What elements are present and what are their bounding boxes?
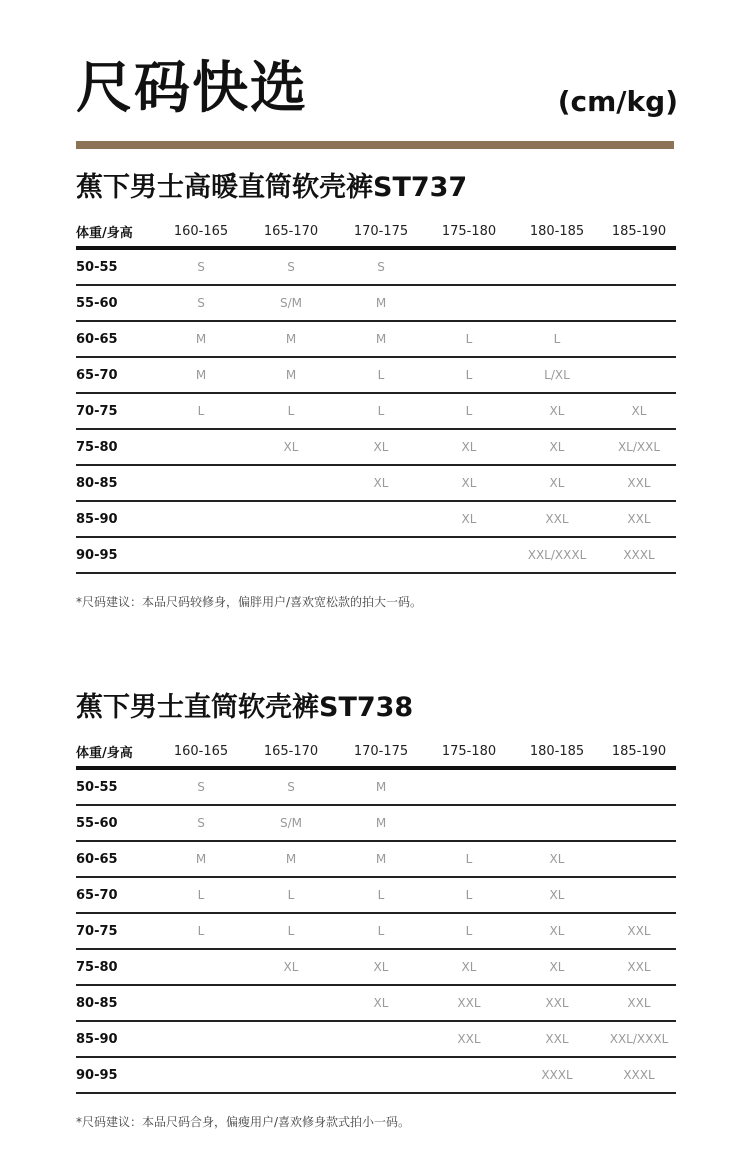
table-row: [76, 501, 676, 537]
size-cell: L: [465, 404, 473, 418]
weight-cell: 70-75: [76, 923, 118, 939]
table-row: [76, 357, 676, 393]
header-height: 185-190: [611, 223, 667, 239]
size-cell: [156, 1021, 246, 1057]
header-height: 175-180: [441, 223, 497, 239]
size-cell: S: [197, 816, 205, 830]
table-row: [76, 393, 676, 429]
size-cell: XL: [631, 404, 647, 418]
size-cell: [246, 1057, 336, 1093]
size-cell: L: [465, 888, 473, 902]
size-cell: M: [195, 332, 207, 346]
size-cell: XL: [373, 996, 389, 1010]
weight-cell: 80-85: [76, 995, 118, 1011]
size-cell: [156, 429, 246, 465]
size-cell: M: [375, 332, 387, 346]
table-body: [76, 768, 676, 1093]
size-cell: [426, 805, 512, 841]
size-cell: [156, 1057, 246, 1093]
table-row: [76, 985, 676, 1021]
size-cell: M: [195, 368, 207, 382]
weight-cell: 55-60: [76, 295, 118, 311]
weight-cell: 70-75: [76, 403, 118, 419]
header-height: 160-165: [173, 743, 229, 759]
weight-cell: 90-95: [76, 547, 118, 563]
table-row: [76, 537, 676, 573]
size-cell: S: [287, 260, 295, 274]
weight-cell: 50-55: [76, 779, 118, 795]
size-cell: M: [285, 368, 297, 382]
size-note: *尺码建议：本品尺码较修身，偏胖用户/喜欢宽松款的拍大一码。: [76, 595, 423, 609]
size-cell: XXL: [627, 924, 651, 938]
size-cell: L: [465, 368, 473, 382]
size-cell: XL: [283, 960, 299, 974]
table-row: [76, 805, 676, 841]
size-cell: XL: [549, 476, 565, 490]
size-cell: [426, 537, 512, 573]
table-row: [76, 321, 676, 357]
size-cell: XXXL: [541, 1068, 573, 1082]
size-cell: M: [285, 852, 297, 866]
size-cell: S/M: [279, 816, 302, 830]
size-cell: S: [197, 296, 205, 310]
size-cell: [246, 1021, 336, 1057]
size-cell: XL/XXL: [617, 440, 661, 454]
size-cell: [156, 501, 246, 537]
size-cell: [512, 805, 602, 841]
size-cell: [602, 768, 676, 805]
size-cell: XXL: [627, 996, 651, 1010]
size-cell: L: [377, 888, 385, 902]
size-cell: L: [465, 924, 473, 938]
table-row: [76, 429, 676, 465]
size-cell: XL: [549, 960, 565, 974]
size-cell: S: [197, 780, 205, 794]
section-title: 蕉下男士高暖直筒软壳裤ST737: [76, 172, 468, 203]
table-row: [76, 949, 676, 985]
weight-cell: 65-70: [76, 887, 118, 903]
size-cell: [156, 985, 246, 1021]
weight-cell: 90-95: [76, 1067, 118, 1083]
table-header-row: [76, 216, 676, 248]
page-title: 尺码快选: [76, 56, 308, 121]
size-cell: [426, 248, 512, 285]
section-title: 蕉下男士直筒软壳裤ST738: [76, 692, 414, 723]
size-cell: [602, 285, 676, 321]
size-cell: XL: [549, 924, 565, 938]
weight-cell: 85-90: [76, 511, 118, 527]
size-cell: L: [197, 924, 205, 938]
size-cell: L: [377, 404, 385, 418]
size-cell: XL: [461, 960, 477, 974]
size-cell: [246, 465, 336, 501]
size-cell: [336, 1057, 426, 1093]
size-cell: L: [287, 924, 295, 938]
table-row: [76, 913, 676, 949]
size-cell: [602, 841, 676, 877]
size-cell: XXXL: [623, 1068, 655, 1082]
table-body: [76, 248, 676, 573]
table-row: [76, 248, 676, 285]
size-cell: L: [377, 368, 385, 382]
size-cell: S: [287, 780, 295, 794]
size-cell: [246, 537, 336, 573]
size-cell: [156, 537, 246, 573]
size-cell: [512, 285, 602, 321]
size-cell: XXL: [545, 1032, 569, 1046]
size-cell: M: [195, 852, 207, 866]
size-table: [76, 216, 676, 574]
size-cell: S: [197, 260, 205, 274]
size-section-st737: [76, 168, 676, 610]
size-cell: L: [287, 404, 295, 418]
table-row: [76, 841, 676, 877]
size-cell: XL: [461, 476, 477, 490]
size-cell: [156, 465, 246, 501]
weight-cell: 50-55: [76, 259, 118, 275]
size-cell: XXL: [627, 476, 651, 490]
size-cell: XXL/XXXL: [609, 1032, 669, 1046]
size-cell: [426, 1057, 512, 1093]
header-height: 180-185: [529, 223, 585, 239]
size-cell: XXL: [457, 1032, 481, 1046]
size-table: [76, 736, 676, 1094]
size-cell: L: [465, 852, 473, 866]
size-cell: XXL: [545, 512, 569, 526]
weight-cell: 75-80: [76, 439, 118, 455]
size-cell: L: [197, 404, 205, 418]
size-cell: [336, 1021, 426, 1057]
unit-label: (cm/kg): [557, 85, 678, 118]
size-cell: [512, 768, 602, 805]
size-cell: S: [377, 260, 385, 274]
weight-cell: 80-85: [76, 475, 118, 491]
size-cell: [602, 877, 676, 913]
header-height: 170-175: [353, 223, 409, 239]
size-cell: XL: [373, 960, 389, 974]
size-cell: XL: [461, 440, 477, 454]
header-height: 170-175: [353, 743, 409, 759]
header-height: 165-170: [263, 743, 319, 759]
size-cell: XL: [549, 852, 565, 866]
size-section-st738: [76, 688, 676, 1130]
size-cell: [602, 248, 676, 285]
header-height: 160-165: [173, 223, 229, 239]
header-weight-height: 体重/身高: [76, 225, 133, 241]
table-row: [76, 1057, 676, 1093]
size-cell: L: [197, 888, 205, 902]
weight-cell: 65-70: [76, 367, 118, 383]
header-height: 165-170: [263, 223, 319, 239]
weight-cell: 60-65: [76, 331, 118, 347]
table-header-row: [76, 736, 676, 768]
size-note: *尺码建议：本品尺码合身，偏瘦用户/喜欢修身款式拍小一码。: [76, 1115, 411, 1129]
header-weight-height: 体重/身高: [76, 745, 133, 761]
size-cell: [246, 501, 336, 537]
size-cell: XXL: [457, 996, 481, 1010]
size-cell: XL: [373, 440, 389, 454]
size-cell: [602, 357, 676, 393]
size-cell: M: [375, 296, 387, 310]
size-cell: S/M: [279, 296, 302, 310]
size-cell: [246, 985, 336, 1021]
size-cell: L/XL: [544, 368, 570, 382]
size-cell: XXL/XXXL: [527, 548, 587, 562]
size-cell: XL: [283, 440, 299, 454]
weight-cell: 55-60: [76, 815, 118, 831]
size-cell: XXL: [545, 996, 569, 1010]
size-cell: M: [375, 852, 387, 866]
size-cell: XL: [549, 888, 565, 902]
table-row: [76, 768, 676, 805]
size-cell: XL: [461, 512, 477, 526]
header-height: 185-190: [611, 743, 667, 759]
size-cell: L: [287, 888, 295, 902]
size-cell: [602, 321, 676, 357]
header-height: 175-180: [441, 743, 497, 759]
size-cell: [512, 248, 602, 285]
size-cell: XL: [549, 404, 565, 418]
size-cell: [336, 501, 426, 537]
size-cell: XXL: [627, 512, 651, 526]
table-row: [76, 285, 676, 321]
size-cell: XL: [549, 440, 565, 454]
size-cell: M: [375, 816, 387, 830]
size-cell: [426, 285, 512, 321]
size-cell: L: [465, 332, 473, 346]
size-cell: [602, 805, 676, 841]
size-cell: XXXL: [623, 548, 655, 562]
size-cell: [426, 768, 512, 805]
weight-cell: 75-80: [76, 959, 118, 975]
size-cell: M: [285, 332, 297, 346]
weight-cell: 60-65: [76, 851, 118, 867]
weight-cell: 85-90: [76, 1031, 118, 1047]
size-cell: [156, 949, 246, 985]
accent-divider: [76, 141, 674, 149]
table-row: [76, 465, 676, 501]
table-row: [76, 877, 676, 913]
header-height: 180-185: [529, 743, 585, 759]
size-cell: M: [375, 780, 387, 794]
size-cell: L: [553, 332, 561, 346]
size-cell: L: [377, 924, 385, 938]
table-row: [76, 1021, 676, 1057]
size-cell: XXL: [627, 960, 651, 974]
size-cell: [336, 537, 426, 573]
size-cell: XL: [373, 476, 389, 490]
